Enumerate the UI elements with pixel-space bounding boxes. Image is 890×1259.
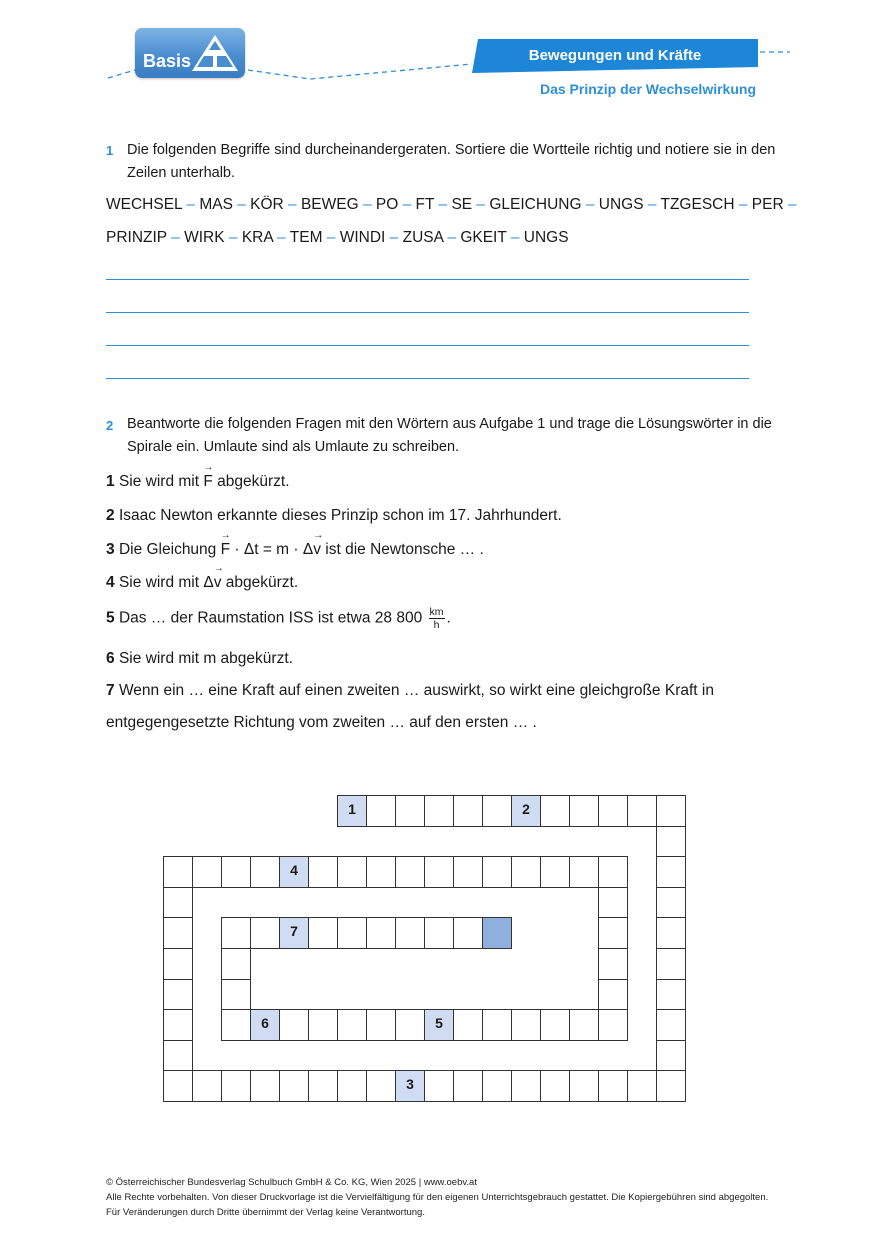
spiral-cell[interactable] xyxy=(163,1070,193,1102)
spiral-cell[interactable] xyxy=(598,948,628,980)
word-part: KRA xyxy=(241,229,273,246)
spiral-cell[interactable] xyxy=(598,1070,628,1102)
word-separator: – xyxy=(224,229,242,246)
spiral-cell[interactable] xyxy=(337,1009,367,1041)
spiral-cell[interactable] xyxy=(221,1070,251,1102)
spiral-cell[interactable] xyxy=(656,1070,686,1102)
word-part: PER xyxy=(751,196,784,213)
spiral-cell[interactable] xyxy=(395,795,425,827)
word-separator: – xyxy=(734,196,752,213)
task-2-instruction: Beantworte die folgenden Fragen mit den Wörtern aus Aufgabe 1 und trage die Lösungswörter in die Spirale ein. Umlaute sind als Umlaute zu schreiben. xyxy=(127,416,772,455)
task-1-instruction: Die folgenden Begriffe sind durcheinandergeraten. Sortiere die Wortteile richtig und notiere sie in den Zeilen unterhalb. xyxy=(127,142,776,181)
word-separator: – xyxy=(783,196,797,213)
word-part: MAS xyxy=(199,196,233,213)
answer-line[interactable] xyxy=(106,312,749,313)
word-part: ZUSA xyxy=(402,229,444,246)
question-4: 4 Sie wird mit Δ→ v abgekürzt. xyxy=(106,574,298,592)
spiral-cell-number: 3 xyxy=(406,1076,414,1093)
word-part: UNGS xyxy=(523,229,569,246)
word-separator: – xyxy=(398,196,416,213)
question-1: 1 Sie wird mit → F abgekürzt. xyxy=(106,473,290,491)
spiral-cell[interactable] xyxy=(569,1009,599,1041)
spiral-cell[interactable] xyxy=(163,917,193,949)
spiral-cell[interactable] xyxy=(308,856,338,888)
spiral-cell[interactable] xyxy=(453,1009,483,1041)
word-separator: – xyxy=(434,196,452,213)
triangle-logo-icon xyxy=(190,33,240,73)
spiral-cell[interactable] xyxy=(366,795,396,827)
spiral-cell[interactable] xyxy=(424,917,454,949)
spiral-cell[interactable] xyxy=(540,1070,570,1102)
spiral-cell[interactable] xyxy=(453,1070,483,1102)
word-part: SE xyxy=(451,196,473,213)
answer-line[interactable] xyxy=(106,378,749,379)
word-parts-line-1 xyxy=(106,196,797,214)
spiral-cell[interactable] xyxy=(163,856,193,888)
spiral-cell[interactable] xyxy=(221,1009,251,1041)
spiral-cell[interactable] xyxy=(598,1009,628,1041)
spiral-cell[interactable] xyxy=(221,856,251,888)
word-part: KÖR xyxy=(250,196,284,213)
spiral-cell[interactable] xyxy=(337,1070,367,1102)
word-parts-line-2 xyxy=(106,229,569,247)
spiral-cell[interactable] xyxy=(482,795,512,827)
spiral-cell[interactable] xyxy=(337,917,367,949)
spiral-cell[interactable] xyxy=(656,1040,686,1072)
word-part: UNGS xyxy=(598,196,644,213)
word-separator: – xyxy=(166,229,185,246)
spiral-cell[interactable] xyxy=(395,917,425,949)
spiral-cell[interactable] xyxy=(482,1070,512,1102)
spiral-cell[interactable] xyxy=(656,826,686,858)
spiral-cell[interactable] xyxy=(250,856,280,888)
word-part: TZGESCH xyxy=(660,196,735,213)
spiral-cell[interactable] xyxy=(279,1009,309,1041)
answer-line[interactable] xyxy=(106,279,749,280)
spiral-cell[interactable] xyxy=(424,795,454,827)
spiral-cell[interactable] xyxy=(598,795,628,827)
task-2-number: 2 xyxy=(106,418,114,433)
footer-rights: Alle Rechte vorbehalten. Von dieser Druckvorlage ist die Vervielfältigung für den eigenen Unterrichtsgebrauch gestattet. Die Kopiergebühren sind abgegolten. xyxy=(106,1192,769,1203)
question-7: 7 Wenn ein … eine Kraft auf einen zweiten … auswirkt, so wirkt eine gleichgroße Kraft in xyxy=(106,682,714,699)
spiral-cell[interactable] xyxy=(598,979,628,1011)
word-part: TEM xyxy=(289,229,323,246)
spiral-cell[interactable] xyxy=(540,1009,570,1041)
question-3: 3 Die Gleichung → F · Δt = m · Δ→ v ist die Newtonsche … . xyxy=(106,541,484,559)
answer-line[interactable] xyxy=(106,345,749,346)
question-7-continued: entgegengesetzte Richtung vom zweiten … auf den ersten … . xyxy=(106,714,537,731)
spiral-cell[interactable] xyxy=(656,979,686,1011)
spiral-cell[interactable] xyxy=(221,948,251,980)
word-part: BEWEG xyxy=(300,196,359,213)
spiral-cell[interactable] xyxy=(540,795,570,827)
spiral-cell-number: 6 xyxy=(261,1015,269,1032)
spiral-cell[interactable] xyxy=(511,1009,541,1041)
spiral-cell[interactable] xyxy=(569,795,599,827)
word-separator: – xyxy=(643,196,661,213)
spiral-cell[interactable] xyxy=(511,856,541,888)
unit-fraction: $\frac{km}{h}$ xyxy=(429,606,444,631)
spiral-cell[interactable] xyxy=(192,856,222,888)
word-part: WECHSEL xyxy=(106,196,183,213)
spiral-cell[interactable] xyxy=(163,948,193,980)
page-subtitle: Das Prinzip der Wechselwirkung xyxy=(539,81,756,97)
spiral-cell[interactable] xyxy=(598,856,628,888)
spiral-cell[interactable] xyxy=(221,979,251,1011)
word-part: PRINZIP xyxy=(106,229,167,246)
spiral-cell[interactable] xyxy=(308,1070,338,1102)
spiral-cell[interactable] xyxy=(337,856,367,888)
spiral-cell[interactable] xyxy=(453,856,483,888)
spiral-cell[interactable] xyxy=(656,1009,686,1041)
spiral-cell-number: 5 xyxy=(435,1015,443,1032)
spiral-cell[interactable] xyxy=(163,887,193,919)
word-separator: – xyxy=(358,196,376,213)
spiral-cell[interactable] xyxy=(395,856,425,888)
word-part: WINDI xyxy=(339,229,386,246)
word-separator: – xyxy=(385,229,403,246)
word-separator: – xyxy=(182,196,200,213)
task-1-number: 1 xyxy=(106,143,114,158)
spiral-cell[interactable] xyxy=(453,917,483,949)
spiral-cell-number: 2 xyxy=(522,801,530,817)
spiral-cell[interactable] xyxy=(569,856,599,888)
spiral-cell[interactable] xyxy=(424,856,454,888)
spiral-cell-number: 4 xyxy=(290,862,298,879)
word-separator: – xyxy=(272,229,290,246)
spiral-cell[interactable] xyxy=(656,917,686,949)
banner-title: Bewegungen und Kräfte xyxy=(528,47,702,64)
word-part: WIRK xyxy=(184,229,225,246)
spiral-cell[interactable] xyxy=(163,1040,193,1072)
spiral-cell[interactable] xyxy=(482,1009,512,1041)
spiral-cell[interactable] xyxy=(163,1009,193,1041)
question-5: 5 Das … der Raumstation ISS ist etwa 28 800 $\frac{km}{h}$ . xyxy=(106,606,451,631)
spiral-cell[interactable] xyxy=(424,1070,454,1102)
footer-copyright: © Österreichischer Bundesverlag Schulbuch GmbH & Co. KG, Wien 2025 | www.oebv.at xyxy=(106,1177,477,1188)
word-separator: – xyxy=(322,229,340,246)
spiral-cell[interactable] xyxy=(627,795,657,827)
word-separator: – xyxy=(232,196,251,213)
question-2: 2 Isaac Newton erkannte dieses Prinzip schon im 17. Jahrhundert. xyxy=(106,507,562,524)
spiral-cell[interactable] xyxy=(163,979,193,1011)
question-6: 6 Sie wird mit m abgekürzt. xyxy=(106,650,293,667)
spiral-cell[interactable] xyxy=(598,887,628,919)
spiral-cell[interactable] xyxy=(366,1009,396,1041)
spiral-cell[interactable] xyxy=(453,795,483,827)
spiral-cell[interactable] xyxy=(279,1070,309,1102)
spiral-cell[interactable] xyxy=(192,1070,222,1102)
spiral-cell[interactable] xyxy=(250,917,280,949)
spiral-cell[interactable] xyxy=(366,917,396,949)
word-part: PO xyxy=(375,196,399,213)
spiral-cell[interactable] xyxy=(656,795,686,827)
word-part: FT xyxy=(415,196,435,213)
word-separator: – xyxy=(283,196,301,213)
spiral-cell[interactable] xyxy=(598,917,628,949)
spiral-cell-number: 1 xyxy=(348,801,356,817)
spiral-cell[interactable] xyxy=(308,1009,338,1041)
word-separator: – xyxy=(443,229,461,246)
spiral-cell[interactable] xyxy=(366,856,396,888)
spiral-cell[interactable] xyxy=(627,1070,657,1102)
spiral-cell[interactable] xyxy=(540,856,570,888)
spiral-cell[interactable] xyxy=(482,917,512,949)
spiral-cell[interactable] xyxy=(308,917,338,949)
word-separator: – xyxy=(581,196,599,213)
footer-disclaimer: Für Veränderungen durch Dritte übernimmt der Verlag keine Verantwortung. xyxy=(106,1207,425,1218)
spiral-cell[interactable] xyxy=(656,887,686,919)
spiral-cell[interactable] xyxy=(656,948,686,980)
spiral-cell[interactable] xyxy=(656,856,686,888)
word-separator: – xyxy=(472,196,490,213)
spiral-cell[interactable] xyxy=(482,856,512,888)
word-part: GKEIT xyxy=(460,229,507,246)
logo-text: Basis xyxy=(143,51,192,71)
footer xyxy=(106,1175,768,1220)
spiral-cell[interactable] xyxy=(569,1070,599,1102)
spiral-cell[interactable] xyxy=(366,1070,396,1102)
word-part: GLEICHUNG xyxy=(489,196,582,213)
spiral-cell-number: 7 xyxy=(290,923,298,940)
spiral-cell[interactable] xyxy=(250,1070,280,1102)
spiral-cell[interactable] xyxy=(395,1009,425,1041)
word-separator: – xyxy=(506,229,524,246)
spiral-cell[interactable] xyxy=(221,917,251,949)
spiral-cell[interactable] xyxy=(511,1070,541,1102)
